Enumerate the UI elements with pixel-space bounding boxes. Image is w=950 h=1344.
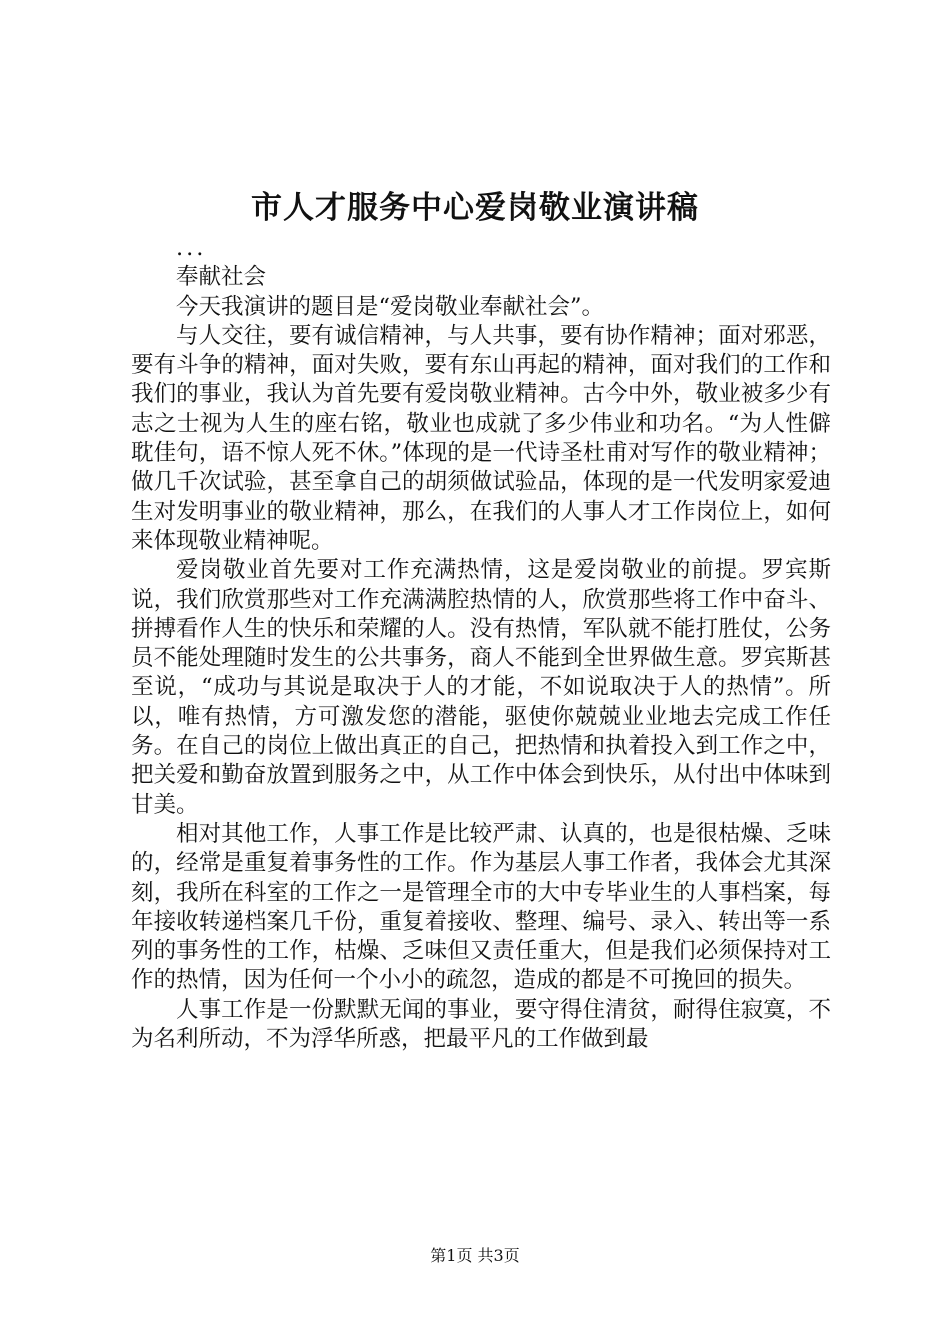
paragraph: 相对其他工作，人事工作是比较严肃、认真的，也是很枯燥、乏味的，经常是重复着事务性的工作。作为基层人事工作者，我体会尤其深刻，我所在科室的工作之一是管理全市的大中专毕业生的人事档案，每年接收转递档案几千份，重复着接收、整理、编号、录入、转出等一系列的事务性的工作，枯燥、乏味但又责任重大，但是我们必须保持对工作的热情，因为任何一个小小的疏忽，造成的都是不可挽回的损失。: [131, 820, 831, 994]
paragraph: 今天我演讲的题目是“爱岗敬业奉献社会”。: [176, 293, 605, 320]
paragraph: 爱岗敬业首先要对工作充满热情，这是爱岗敬业的前提。罗宾斯说，我们欣赏那些对工作充满满腔热情的人，欣赏那些将工作中奋斗、拼搏看作人生的快乐和荣耀的人。没有热情，军队就不能打胜仗，公务员不能处理随时发生的公共事务，商人不能到全世界做生意。罗宾斯甚至说，“成功与其说是取决于人的才能，不如说取决于人的热情”。所以，唯有热情，方可激发您的潜能，驱使你兢兢业业地去完成工作任务。在自己的岗位上做出真正的自己，把热情和执着投入到工作之中，把关爱和勤奋放置到服务之中，从工作中体会到快乐，从付出中体味到甘美。: [131, 557, 831, 818]
paragraph: 人事工作是一份默默无闻的事业，要守得住清贫，耐得住寂寞，不为名利所动，不为浮华所惑，把最平凡的工作做到最: [131, 996, 831, 1053]
paragraph: 与人交往，要有诚信精神，与人共事，要有协作精神；面对邪恶，要有斗争的精神，面对失败，要有东山再起的精神，面对我们的工作和我们的事业，我认为首先要有爱岗敬业精神。古今中外，敬业被多少有志之士视为人生的座右铭，敬业也成就了多少伟业和功名。“为人性僻耽佳句，语不惊人死不休。”体现的是一代诗圣杜甫对写作的敬业精神；做几千次试验，甚至拿自己的胡须做试验品，体现的是一代发明家爱迪生对发明事业的敬业精神，那么，在我们的人事人才工作岗位上，如何来体现敬业精神呢。: [131, 322, 831, 554]
ellipsis-text: ...: [176, 235, 207, 261]
page-footer: 第1页 共3页: [430, 1246, 520, 1265]
document-body: [131, 234, 831, 1054]
document-title: 市人才服务中心爱岗敬业演讲稿: [251, 190, 699, 226]
paragraph: 奉献社会: [176, 264, 267, 291]
